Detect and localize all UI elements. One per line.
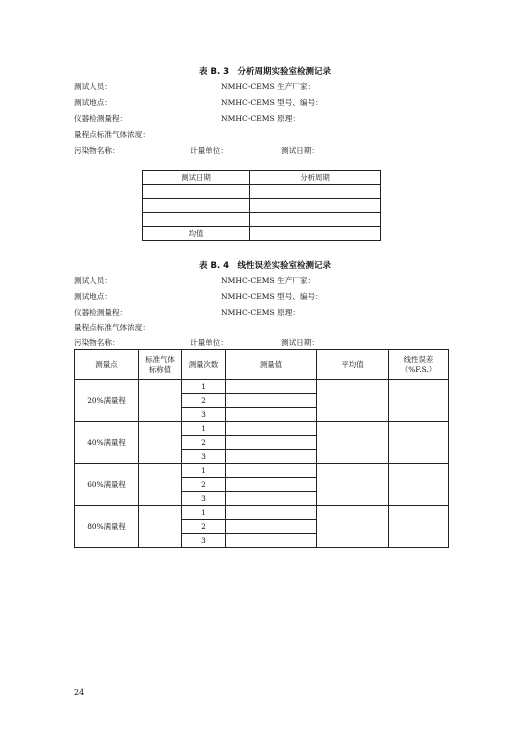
count-cell: 2 [182,478,226,492]
table-cell [389,506,449,548]
count-cell: 3 [182,492,226,506]
b3-tester-label: 测试人员： [74,82,112,91]
group-label-60: 60%满量程 [75,464,139,506]
b3-principle-label: NMHC-CEMS 原理： [221,114,300,123]
table-cell [389,464,449,506]
count-cell: 1 [182,380,226,394]
table-cell [143,199,250,213]
table-row [75,422,449,436]
header-measure-count: 测量次数 [182,350,226,380]
b4-manufacturer-label: NMHC-CEMS 生产厂家： [221,276,316,285]
page-number: 24 [74,688,85,697]
b3-gas-conc-label: 量程点标准气体浓度： [74,130,150,139]
table-row [75,380,449,394]
table-row [143,185,381,199]
group-label-40: 40%满量程 [75,422,139,464]
header-analysis-cycle: 分析周期 [250,171,381,185]
table-row [143,227,381,241]
table-cell [226,450,317,464]
table-cell [139,464,182,506]
table-row [143,213,381,227]
table-cell [226,506,317,520]
table-cell [226,492,317,506]
table-b3-caption: 表 B. 3 分析周期实验室检测记录 [199,67,332,77]
table-cell [143,185,250,199]
table-cell [317,380,389,422]
table-cell [226,520,317,534]
table-cell [139,422,182,464]
table-row [143,171,381,185]
table-cell [250,213,381,227]
table-cell [317,464,389,506]
header-standard-gas [139,350,182,380]
header-linear-error [389,350,449,380]
table-cell [226,478,317,492]
count-cell: 2 [182,436,226,450]
b4-unit-label: 计量单位： [190,338,228,347]
b4-principle-label: NMHC-CEMS 原理： [221,308,300,317]
table-cell [389,380,449,422]
table-b3 [142,170,381,241]
count-cell: 3 [182,408,226,422]
b3-pollutant-label: 污染物名称： [74,146,120,155]
b3-manufacturer-label: NMHC-CEMS 生产厂家： [221,82,316,91]
table-cell [226,534,317,548]
table-cell [226,394,317,408]
count-cell: 1 [182,464,226,478]
table-cell [139,506,182,548]
table-cell [226,436,317,450]
table-cell [317,422,389,464]
table-cell [250,227,381,241]
b3-unit-label: 计量单位： [190,146,228,155]
table-cell [226,464,317,478]
table-row [143,199,381,213]
count-cell: 1 [182,506,226,520]
header-measure-point: 测量点 [75,350,139,380]
b3-date-label: 测试日期： [281,146,319,155]
header-standard-gas-line1: 标准气体 [145,354,175,364]
table-cell [250,199,381,213]
table-cell [226,422,317,436]
b3-range-label: 仪器检测量程： [74,114,128,123]
b4-location-label: 测试地点： [74,292,112,301]
header-standard-gas-line2: 标称值 [148,364,172,374]
b4-tester-label: 测试人员： [74,276,112,285]
table-header-row [75,350,449,380]
table-cell [317,506,389,548]
count-cell: 2 [182,520,226,534]
b4-range-label: 仪器检测量程： [74,308,128,317]
group-label-20: 20%满量程 [75,380,139,422]
table-cell [143,213,250,227]
table-cell [226,408,317,422]
header-linear-error-line2: （%F.S.） [400,364,437,374]
count-cell: 2 [182,394,226,408]
average-label: 均值 [143,227,250,241]
b3-location-label: 测试地点： [74,98,112,107]
count-cell: 1 [182,422,226,436]
header-linear-error-line1: 线性误差 [403,354,434,364]
table-b4-caption: 表 B. 4 线性误差实验室检测记录 [199,261,332,271]
table-cell [226,380,317,394]
table-cell [389,422,449,464]
b4-date-label: 测试日期： [281,338,319,347]
table-row [75,506,449,520]
b4-pollutant-label: 污染物名称： [74,338,120,347]
table-cell [250,185,381,199]
b4-model-label: NMHC-CEMS 型号、编号： [221,292,323,301]
header-average: 平均值 [317,350,389,380]
header-measured-value: 测量值 [226,350,317,380]
b3-model-label: NMHC-CEMS 型号、编号： [221,98,323,107]
table-row [75,464,449,478]
table-cell [139,380,182,422]
header-test-date: 测试日期 [143,171,250,185]
count-cell: 3 [182,534,226,548]
table-b4 [74,349,449,548]
group-label-80: 80%满量程 [75,506,139,548]
b4-gas-conc-label: 量程点标准气体浓度： [74,323,150,332]
count-cell: 3 [182,450,226,464]
